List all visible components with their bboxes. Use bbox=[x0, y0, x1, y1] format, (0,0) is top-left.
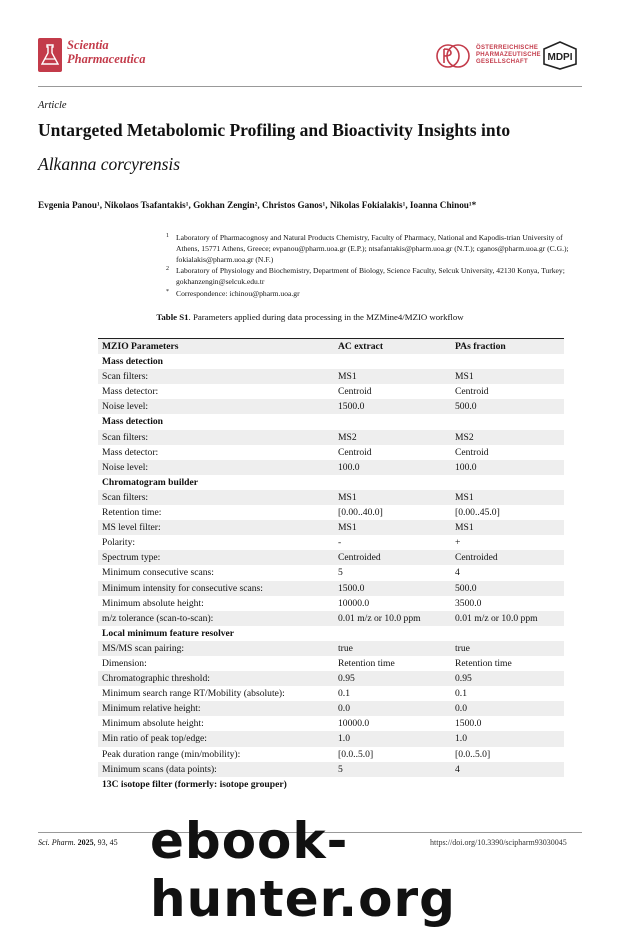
table-cell: 1.0 bbox=[455, 733, 467, 745]
table-cell: 13C isotope filter (formerly: isotope grouper) bbox=[102, 778, 287, 790]
journal-name-line2: Pharmaceutica bbox=[67, 52, 146, 66]
affiliation-text: Laboratory of Physiology and Biochemistry, Department of Biology, Science Faculty, Selcuk University, 42130 Konya, Turkey; gokhanzengin@selcuk.edu.tr bbox=[176, 266, 565, 286]
table-cell: Centroid bbox=[455, 386, 489, 398]
table-row bbox=[98, 460, 564, 475]
table-cell: Scan filters: bbox=[102, 371, 149, 383]
table-cell: 4 bbox=[455, 567, 460, 579]
table-section-row bbox=[98, 414, 564, 429]
table-row bbox=[98, 686, 564, 701]
table-cell: MS1 bbox=[455, 522, 474, 534]
table-cell: 0.95 bbox=[338, 673, 355, 685]
table-cell: 10000.0 bbox=[338, 718, 370, 730]
society-name-line3: GESELLSCHAFT bbox=[476, 59, 528, 65]
table-cell: Scan filters: bbox=[102, 431, 149, 443]
table-cell: MS2 bbox=[338, 431, 357, 443]
table-cell: 0.1 bbox=[455, 688, 467, 700]
table-section-row bbox=[98, 475, 564, 490]
table-cell: 0.1 bbox=[338, 688, 350, 700]
affiliation-text: Laboratory of Pharmacognosy and Natural Products Chemistry, Faculty of Pharmacy, National and Kapodis-trian University of Athens, 15771 Athens, Greece; evpanou@pharm.uoa.gr (E.P.); ntsafantakis@pharm.uoa.gr (N.T.); cganos@pharm.uoa.gr (C.G.); fokialakis@pharm.uoa.gr (N.F.) bbox=[176, 233, 569, 264]
table-cell: [0.00..40.0] bbox=[338, 507, 383, 519]
table-row bbox=[98, 550, 564, 565]
table-cell: Noise level: bbox=[102, 461, 149, 473]
table-cell: MS/MS scan pairing: bbox=[102, 642, 185, 654]
table-cell: 5 bbox=[338, 567, 343, 579]
table-section-row bbox=[98, 777, 564, 792]
table-header-cell: PAs fraction bbox=[455, 341, 506, 352]
table-cell: true bbox=[455, 642, 470, 654]
table-cell: MS level filter: bbox=[102, 522, 161, 534]
table-cell: Min ratio of peak top/edge: bbox=[102, 733, 207, 745]
table-row bbox=[98, 445, 564, 460]
table-row bbox=[98, 671, 564, 686]
table-cell: Retention time bbox=[455, 657, 512, 669]
society-name-line1: ÖSTERREICHISCHE bbox=[476, 45, 539, 51]
table-row bbox=[98, 399, 564, 414]
table-cell: Chromatographic threshold: bbox=[102, 673, 210, 685]
table-cell: [0.00..45.0] bbox=[455, 507, 500, 519]
table-caption-label: Table S1 bbox=[156, 312, 189, 322]
table-row bbox=[98, 490, 564, 505]
table-row bbox=[98, 716, 564, 731]
table-cell: Noise level: bbox=[102, 401, 149, 413]
table-cell: Retention time: bbox=[102, 507, 162, 519]
journal-name-line1: Scientia bbox=[67, 38, 109, 52]
table-cell: Dimension: bbox=[102, 657, 147, 669]
table-cell: - bbox=[338, 537, 342, 549]
journal-name bbox=[67, 38, 145, 66]
footer-journal-name: Sci. Pharm. bbox=[38, 838, 76, 847]
table-cell: 1500.0 bbox=[455, 718, 482, 730]
table-cell: 0.95 bbox=[455, 673, 472, 685]
table-row bbox=[98, 611, 564, 626]
table-cell: 100.0 bbox=[338, 461, 360, 473]
table-row bbox=[98, 596, 564, 611]
table-section-row bbox=[98, 354, 564, 369]
table-section-row bbox=[98, 626, 564, 641]
table-row bbox=[98, 747, 564, 762]
journal-logo bbox=[38, 38, 62, 72]
table-cell: Local minimum feature resolver bbox=[102, 627, 235, 639]
table-cell: [0.0..5.0] bbox=[338, 748, 374, 760]
table-cell: 0.0 bbox=[455, 703, 467, 715]
table-cell: 10000.0 bbox=[338, 597, 370, 609]
table-cell: 1500.0 bbox=[338, 582, 365, 594]
author-list: Evgenia Panou¹, Nikolaos Tsafantakis¹, Gokhan Zengin², Christos Ganos¹, Nikolas Fokialakis¹, Ioanna Chinou¹* bbox=[38, 200, 477, 210]
table-cell: m/z tolerance (scan-to-scan): bbox=[102, 612, 214, 624]
affiliation-2 bbox=[166, 265, 584, 287]
table-header-cell: AC extract bbox=[338, 341, 384, 352]
table-cell: 0.01 m/z or 10.0 ppm bbox=[338, 612, 421, 624]
table-cell: 0.01 m/z or 10.0 ppm bbox=[455, 612, 538, 624]
table-cell: 5 bbox=[338, 763, 343, 775]
footer-volume: , 93, 45 bbox=[93, 838, 118, 847]
table-cell: Mass detection bbox=[102, 416, 164, 428]
affiliation-mark: 2 bbox=[166, 266, 169, 272]
table-caption-text: . Parameters applied during data processing in the MZMine4/MZIO workflow bbox=[188, 312, 464, 322]
article-title-line1: Untargeted Metabolomic Profiling and Bioactivity Insights into bbox=[38, 120, 511, 140]
society-name bbox=[476, 45, 541, 66]
table-body bbox=[98, 354, 564, 792]
phg-logo bbox=[435, 42, 471, 70]
table-row bbox=[98, 762, 564, 777]
table-cell: Retention time bbox=[338, 657, 395, 669]
table-cell: Centroid bbox=[338, 446, 372, 458]
table-cell: 100.0 bbox=[455, 461, 477, 473]
flask-icon bbox=[41, 44, 59, 66]
table-row bbox=[98, 641, 564, 656]
phg-monogram-icon bbox=[435, 42, 471, 70]
table-cell: 1.0 bbox=[338, 733, 350, 745]
table-row bbox=[98, 430, 564, 445]
table-cell: Mass detector: bbox=[102, 446, 159, 458]
table-cell: MS1 bbox=[338, 491, 357, 503]
table-cell: MS1 bbox=[455, 371, 474, 383]
table-cell: Minimum absolute height: bbox=[102, 718, 204, 730]
watermark: ebook-hunter.org bbox=[150, 812, 456, 928]
table-cell: Peak duration range (min/mobility): bbox=[102, 748, 241, 760]
mdpi-logo-icon bbox=[540, 40, 580, 70]
table-cell: MS2 bbox=[455, 431, 474, 443]
table-row bbox=[98, 565, 564, 580]
table-cell: Centroided bbox=[338, 552, 381, 564]
table-cell: 0.0 bbox=[338, 703, 350, 715]
table-row bbox=[98, 535, 564, 550]
table-cell: 500.0 bbox=[455, 401, 477, 413]
table-cell: Centroid bbox=[338, 386, 372, 398]
table-cell: Centroided bbox=[455, 552, 498, 564]
table-cell: Minimum search range RT/Mobility (absolute): bbox=[102, 688, 285, 700]
affiliation-mark: 1 bbox=[166, 233, 169, 239]
publisher-name: MDPI bbox=[547, 52, 573, 63]
table-row bbox=[98, 505, 564, 520]
table-cell: MS1 bbox=[338, 371, 357, 383]
table-cell: MS1 bbox=[455, 491, 474, 503]
table-cell: true bbox=[338, 642, 353, 654]
table-row bbox=[98, 656, 564, 671]
table-cell: Minimum scans (data points): bbox=[102, 763, 217, 775]
table-cell: 1500.0 bbox=[338, 401, 365, 413]
table-row bbox=[98, 581, 564, 596]
table-cell: [0.0..5.0] bbox=[455, 748, 491, 760]
correspondence bbox=[166, 288, 584, 299]
table-cell: Mass detector: bbox=[102, 386, 159, 398]
table-cell: Spectrum type: bbox=[102, 552, 161, 564]
table-cell: MS1 bbox=[338, 522, 357, 534]
table-cell: Minimum relative height: bbox=[102, 703, 201, 715]
table-cell: Chromatogram builder bbox=[102, 476, 199, 488]
table-caption bbox=[0, 312, 620, 322]
table-cell: 4 bbox=[455, 763, 460, 775]
table-row bbox=[98, 731, 564, 746]
table-cell: + bbox=[455, 537, 461, 549]
footer-doi-link[interactable]: https://doi.org/10.3390/scipharm93030045 bbox=[430, 838, 567, 847]
table-cell: 3500.0 bbox=[455, 597, 482, 609]
table-header-row bbox=[98, 339, 564, 354]
table-row bbox=[98, 369, 564, 384]
table-cell: Scan filters: bbox=[102, 491, 149, 503]
table-header-cell: MZIO Parameters bbox=[102, 341, 179, 352]
table-cell: Centroid bbox=[455, 446, 489, 458]
table-cell: Mass detection bbox=[102, 356, 164, 368]
table-row bbox=[98, 384, 564, 399]
footer-year: 2025 bbox=[77, 838, 94, 847]
table-cell: Minimum consecutive scans: bbox=[102, 567, 214, 579]
society-name-line2: PHARMAZEUTISCHE bbox=[476, 52, 541, 58]
article-title-line2: Alkanna corcyrensis bbox=[38, 154, 181, 174]
table-cell: 500.0 bbox=[455, 582, 477, 594]
affiliation-mark: * bbox=[166, 289, 169, 295]
table-cell: Minimum intensity for consecutive scans: bbox=[102, 582, 263, 594]
footer-citation bbox=[38, 838, 118, 847]
article-type: Article bbox=[38, 100, 67, 111]
parameters-table bbox=[98, 338, 564, 792]
affiliation-text: Correspondence: ichinou@pharm.uoa.gr bbox=[176, 289, 300, 298]
header-divider bbox=[38, 86, 582, 87]
mdpi-logo bbox=[540, 40, 580, 70]
table-row bbox=[98, 701, 564, 716]
table-cell: Polarity: bbox=[102, 537, 136, 549]
table-row bbox=[98, 520, 564, 535]
table-cell: Minimum absolute height: bbox=[102, 597, 204, 609]
affiliation-1 bbox=[166, 232, 584, 265]
